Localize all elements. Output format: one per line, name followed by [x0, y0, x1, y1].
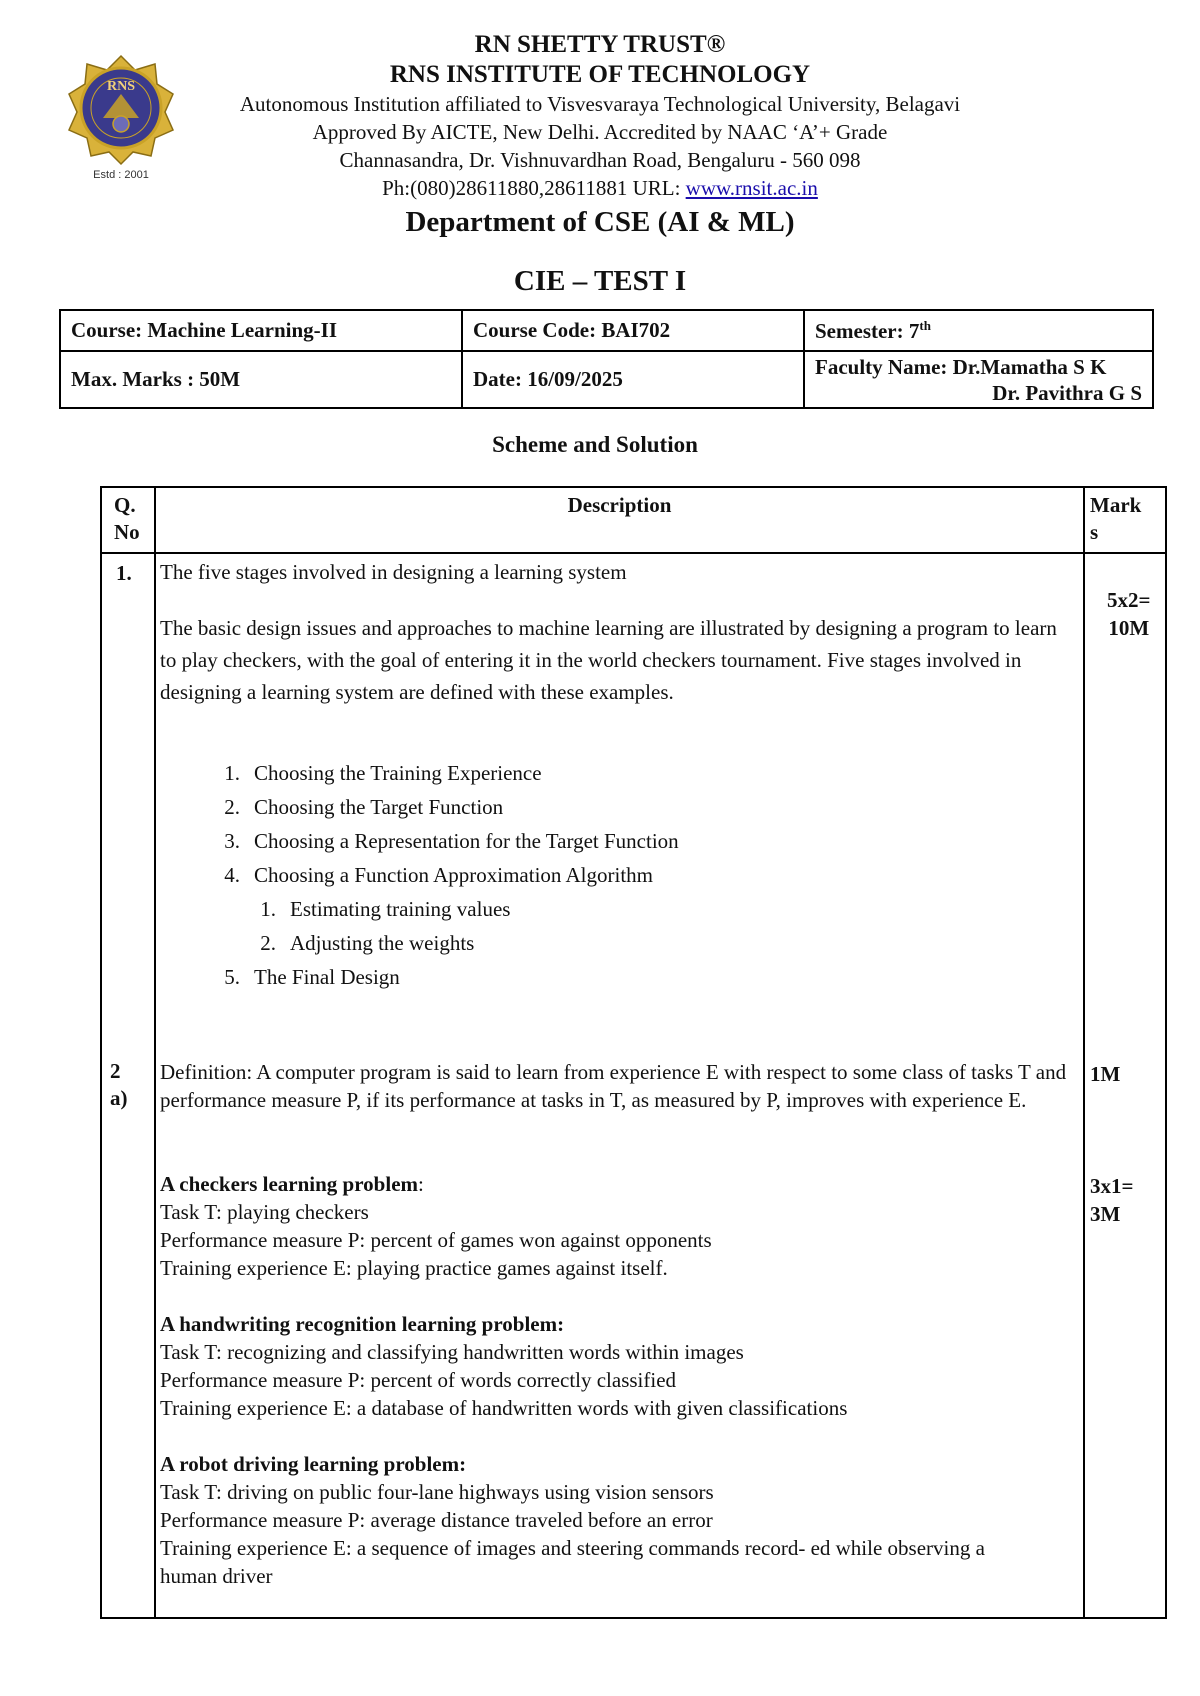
step-text: Choosing a Representation for the Target Function	[254, 829, 679, 853]
semester-cell	[804, 310, 1153, 351]
website-link[interactable]: www.rnsit.ac.in	[685, 176, 818, 200]
semester-sup: th	[919, 317, 931, 333]
course-code-cell: Course Code: BAI702	[462, 310, 804, 351]
q1-marks-line2: 10M	[1108, 616, 1150, 640]
marks-header	[1090, 492, 1141, 546]
q2-definition-marks: 1M	[1090, 1062, 1121, 1086]
list-item	[210, 756, 1010, 790]
step-number: 1.	[224, 761, 240, 785]
semester-label: Semester: 7	[815, 318, 920, 343]
trust-name: RN SHETTY TRUST®	[474, 31, 726, 58]
example-experience: Training experience E: a database of handwritten words with given classifications	[160, 1396, 848, 1420]
example-performance: Performance measure P: percent of words correctly classified	[160, 1368, 677, 1392]
q2-number	[110, 1058, 128, 1112]
example-checkers	[160, 1170, 1070, 1282]
example-task: Task T: driving on public four-lane highways using vision sensors	[160, 1480, 714, 1504]
list-item	[210, 790, 1010, 824]
step-text: Estimating training values	[290, 897, 511, 921]
example-title: A robot driving learning problem:	[160, 1452, 467, 1476]
q2-example-marks	[1090, 1172, 1133, 1228]
column-divider	[1083, 488, 1085, 1617]
step-text: Choosing the Training Experience	[254, 761, 542, 785]
header-divider	[102, 552, 1165, 554]
list-item	[210, 892, 1010, 926]
step-number: 1.	[260, 897, 276, 921]
example-handwriting	[160, 1310, 1070, 1422]
faculty-line-2: Dr. Pavithra G S	[992, 380, 1142, 405]
example-experience: Training experience E: playing practice games against itself.	[160, 1256, 668, 1280]
qno-header-line2: No	[114, 520, 140, 544]
list-item	[210, 960, 1010, 994]
address-line: Channasandra, Dr. Vishnuvardhan Road, Bengaluru - 560 098	[339, 148, 861, 172]
q1-marks	[1107, 586, 1150, 642]
example-title: A handwriting recognition learning problem:	[160, 1312, 565, 1336]
example-experience: Training experience E: a sequence of images and steering commands record- ed while observing a human driver	[160, 1536, 985, 1588]
approval-line: Approved By AICTE, New Delhi. Accredited by NAAC ‘A’+ Grade	[312, 120, 888, 144]
description-header: Description	[567, 493, 672, 517]
department-title: Department of CSE (AI & ML)	[405, 206, 795, 238]
example-performance: Performance measure P: average distance traveled before an error	[160, 1508, 713, 1532]
test-title: CIE – TEST I	[513, 265, 687, 297]
q1-title: The five stages involved in designing a learning system	[160, 560, 627, 584]
step-number: 3.	[224, 829, 240, 853]
step-number: 4.	[224, 863, 240, 887]
q2-number-line1: 2	[110, 1059, 121, 1083]
list-item	[210, 858, 1010, 892]
qno-header	[114, 492, 140, 546]
q1-number: 1.	[116, 561, 132, 585]
example-robot-driving	[160, 1450, 1040, 1590]
logo-estd: Estd : 2001	[93, 169, 149, 181]
marks-header-line1: Mark	[1090, 493, 1142, 517]
faculty-line-1: Faculty Name: Dr.Mamatha S K	[815, 354, 1107, 379]
course-info-table	[59, 309, 1154, 409]
step-text: Choosing the Target Function	[254, 795, 504, 819]
phone-text: Ph:(080)28611880,28611881 URL:	[382, 176, 686, 200]
column-divider	[154, 488, 156, 1617]
step-number: 2.	[260, 931, 276, 955]
solution-table	[100, 486, 1167, 1619]
institute-name: RNS INSTITUTE OF TECHNOLOGY	[389, 61, 811, 88]
list-item	[210, 926, 1010, 960]
list-item	[210, 824, 1010, 858]
q1-steps-list	[210, 756, 1010, 994]
contact-line	[160, 174, 1040, 202]
logo-text: RNS	[106, 79, 136, 94]
q1-marks-line1: 5x2=	[1107, 588, 1151, 612]
step-number: 5.	[224, 965, 240, 989]
q2-example-marks-line1: 3x1=	[1090, 1174, 1134, 1198]
example-task: Task T: playing checkers	[160, 1200, 369, 1224]
example-title-text: A checkers learning problem	[160, 1172, 419, 1196]
example-title	[160, 1170, 1070, 1198]
q1-intro: The basic design issues and approaches to machine learning are illustrated by designing a program to learn to play checkers, with the goal of entering it in the world checkers tournament. Five stages involved in designing a learning system are defined with these examples.	[160, 616, 1057, 704]
example-title-suffix: :	[418, 1172, 424, 1196]
scheme-title: Scheme and Solution	[492, 432, 698, 457]
date-cell: Date: 16/09/2025	[462, 351, 804, 408]
faculty-cell	[804, 351, 1153, 408]
step-text: The Final Design	[254, 965, 400, 989]
max-marks-cell: Max. Marks : 50M	[60, 351, 462, 408]
step-text: Adjusting the weights	[290, 931, 475, 955]
qno-header-line1: Q.	[114, 493, 136, 517]
step-number: 2.	[224, 795, 240, 819]
institute-header	[160, 30, 1040, 202]
q2-example-marks-line2: 3M	[1090, 1202, 1121, 1226]
affiliation-line: Autonomous Institution affiliated to Visvesvaraya Technological University, Belagavi	[239, 92, 961, 116]
course-cell: Course: Machine Learning-II	[60, 310, 462, 351]
marks-header-line2: s	[1090, 520, 1099, 544]
example-performance: Performance measure P: percent of games won against opponents	[160, 1228, 712, 1252]
step-text: Choosing a Function Approximation Algorithm	[254, 863, 653, 887]
q2-definition: Definition: A computer program is said to learn from experience E with respect to some class of tasks T and performance measure P, if its performance at tasks in T, as measured by P, improves with experience E.	[160, 1060, 1067, 1112]
example-task: Task T: recognizing and classifying handwritten words within images	[160, 1340, 744, 1364]
q2-number-line2: a)	[110, 1086, 128, 1110]
